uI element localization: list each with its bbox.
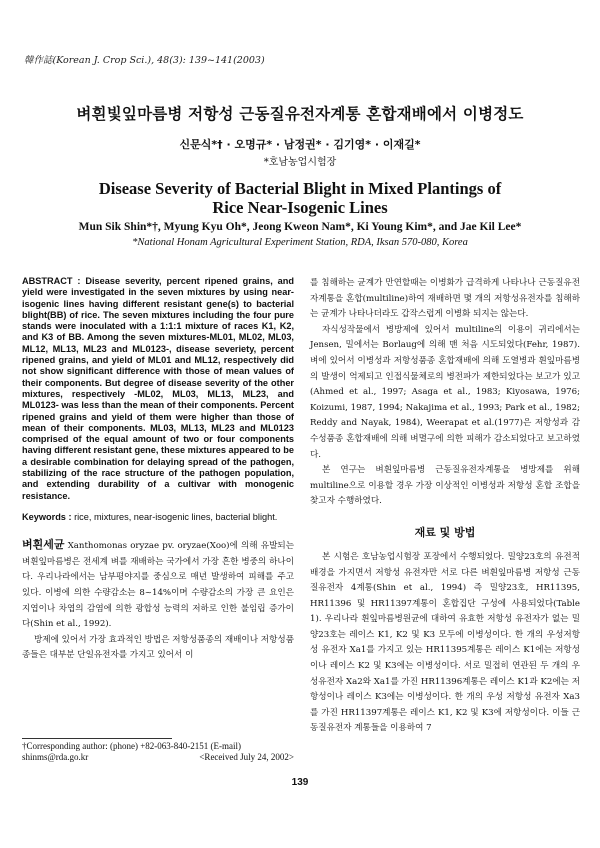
left-column — [22, 276, 294, 664]
intro-heading: 벼흰세균 — [22, 538, 65, 552]
title-english-line2: Rice Near-Isogenic Lines — [212, 198, 388, 217]
right-column — [310, 276, 580, 737]
abstract: ABSTRACT : Disease severity, percent ripened grains, and yield were investigated in the seven mixtures by using near-isogenic lines having different resistant gene(s) to bacterial blight(BB) of rice. The seven mixtures including the four pure stands were inoculated with a 1:1:1 mixture of races K1, K2, and K3 of BB. Among the seven mixtures-ML01, ML02, ML03, ML12, ML13, ML23 and ML0123-, disease severiety, percent ripened grains, and yield of ML01 and ML12, respectively did not show significant difference with those of mean values of their components. But degree of disease severity of the other mixtures, respectively -ML02, ML03, ML13, ML23, and ML0123- was less than the mean of their components. Percent ripened grains and yield of them were higher than those of mean of their components. ML03, ML13, ML23 and ML0123 comprised of the equal amount of two or four components having different resistant gene, these mixtures appeared to be a desirable combination for delaying spread of the pathogen, stabilizing of the race structure of the pathogen population, and extending durability of a cultivar with monogenic resistance. — [22, 276, 294, 501]
footnote — [22, 741, 294, 762]
footnote-divider — [22, 738, 172, 739]
affiliation-korean: *호남농업시험장 — [263, 157, 337, 168]
footnote-received: <Received July 24, 2002> — [199, 751, 294, 762]
keywords — [22, 512, 294, 523]
title-english — [60, 179, 540, 217]
page-number: 139 — [291, 777, 309, 788]
right-paragraph-1: 를 침해하는 균계가 만연할때는 이병화가 급격하게 나타나나 근동질유전자계통을 혼합(multiline)하여 재배하면 몇 개의 저항성유전자를 침해하는 균계가 나타나더라도 갑작스럽게 이병화 되지는 않는다. — [310, 278, 580, 320]
journal-reference: 韓作誌(Korean J. Crop Sci.), 48(3): 139~141(2003) — [24, 55, 265, 66]
title-korean: 벼흰빛잎마름병 저항성 근동질유전자계통 혼합재배에서 이병정도 — [76, 105, 524, 123]
methods-heading: 재료 및 방법 — [414, 525, 476, 539]
intro-paragraph-1 — [22, 537, 294, 633]
authors-korean: 신문식*† · 오명규* · 남정권* · 김기영* · 이재길* — [179, 138, 421, 151]
intro-paragraph-1-text: Xanthomonas oryzae pv. oryzae(Xoo)에 의해 유발되는 벼흰잎마름병은 전세계 벼를 재배하는 국가에서 가장 흔한 병중의 하나이다. 우리나라에서는 남부평야지를 중심으로 매년 발생하여 피해를 주고 있다. 이병에 의한 수량감소는 8~14%이며 수량감소의 가장 큰 요인은 지엽이나 차엽의 감염에 의한 광합성 능력의 저하로 인한 불임립 증가이다(Shin et al., 1992). — [22, 541, 294, 630]
methods-paragraph-1: 본 시험은 호남농업시험장 포장에서 수행되었다. 밀양23호의 유전적배경을 가지면서 저항성 유전자만 서로 다른 벼흰잎마름병 저항성 근동질유전자 4계통(Shin et al., 1994) 즉 밀양23호, HR11395, HR11396 및 HR11397계통이 혼합집단 구성에 사용되었다(Table 1). 우리나라 흰잎마름병원균에 대하여 유효한 저항성 유전자가 없는 밀양23호는 레이스 K1, K2 및 K3 모두에 이병성이다. 한 개의 우성저항성 유전자 Xa1를 가지고 있는 HR11395계통은 레이스 K1에는 저항성이나 레이스 K2 및 K3에는 이병성이다. 서로 밀접히 연관된 두 개의 우성유전자 Xa2와 Xa1를 가진 HR11396계통은 레이스 K1과 K2에는 저항성이나 레이스 K3에는 이병성이다. 한 개의 우성 저항성 유전자 Xa3를 가진 HR11397계통은 레이스 K1, K2 및 K3에 저항성이다. 이들 근동질유전자 계통들을 이용하여 7 — [310, 551, 580, 734]
keywords-label: Keywords : — [22, 511, 72, 522]
affiliation-english: *National Honam Agricultural Experiment Station, RDA, Iksan 570-080, Korea — [132, 237, 468, 248]
right-paragraph-2: 자식성작물에서 병방제에 있어서 multiline의 이용이 귀리에서는 Jensen, 밀에서는 Borlaug에 의해 맨 처음 시도되었다(Fehr, 1987). 벼에 있어서 이병성과 저항성품종 혼합재배에 의해 도열병과 흰잎마름병의 발생이 억제되고 인접식물체로의 병전파가 제한되었다는 보고가 있고(Ahmed et al., 1997; Asaga et al., 1983; Kiyosawa, 1976; Koizumi, 1987, 1994; Nakajima et al., 1993; Park et al., 1982; Reddy and Nayak, 1984), Weerapat et al.(1977)은 저항성과 감수성품종 혼합재배에 의해 벼멸구에 의한 피해가 감소되었다고 보고하였다. — [310, 324, 580, 460]
footnote-corresponding: †Corresponding author: (phone) +82-063-840-2151 (E-mail) shinms@rda.go.kr — [22, 741, 242, 762]
keywords-text: rice, mixtures, near-isogenic lines, bacterial blight. — [71, 511, 278, 522]
intro-paragraph-2: 방제에 있어서 가장 효과적인 방법은 저항성품종의 재배이나 저항성품종들은 대부분 단일유전자를 가지고 있어서 이 — [22, 634, 294, 661]
authors-english: Mun Sik Shin*†, Myung Kyu Oh*, Jeong Kweon Nam*, Ki Young Kim*, and Jae Kil Lee* — [78, 221, 522, 233]
right-paragraph-3: 본 연구는 벼흰잎마름병 근동질유전자계통을 병방제를 위해 multiline으로 이용할 경우 가장 이상적인 이병성과 저항성 혼합 조합을 찾고자 수행하였다. — [310, 465, 580, 507]
title-english-line1: Disease Severity of Bacterial Blight in Mixed Plantings of — [98, 179, 502, 198]
